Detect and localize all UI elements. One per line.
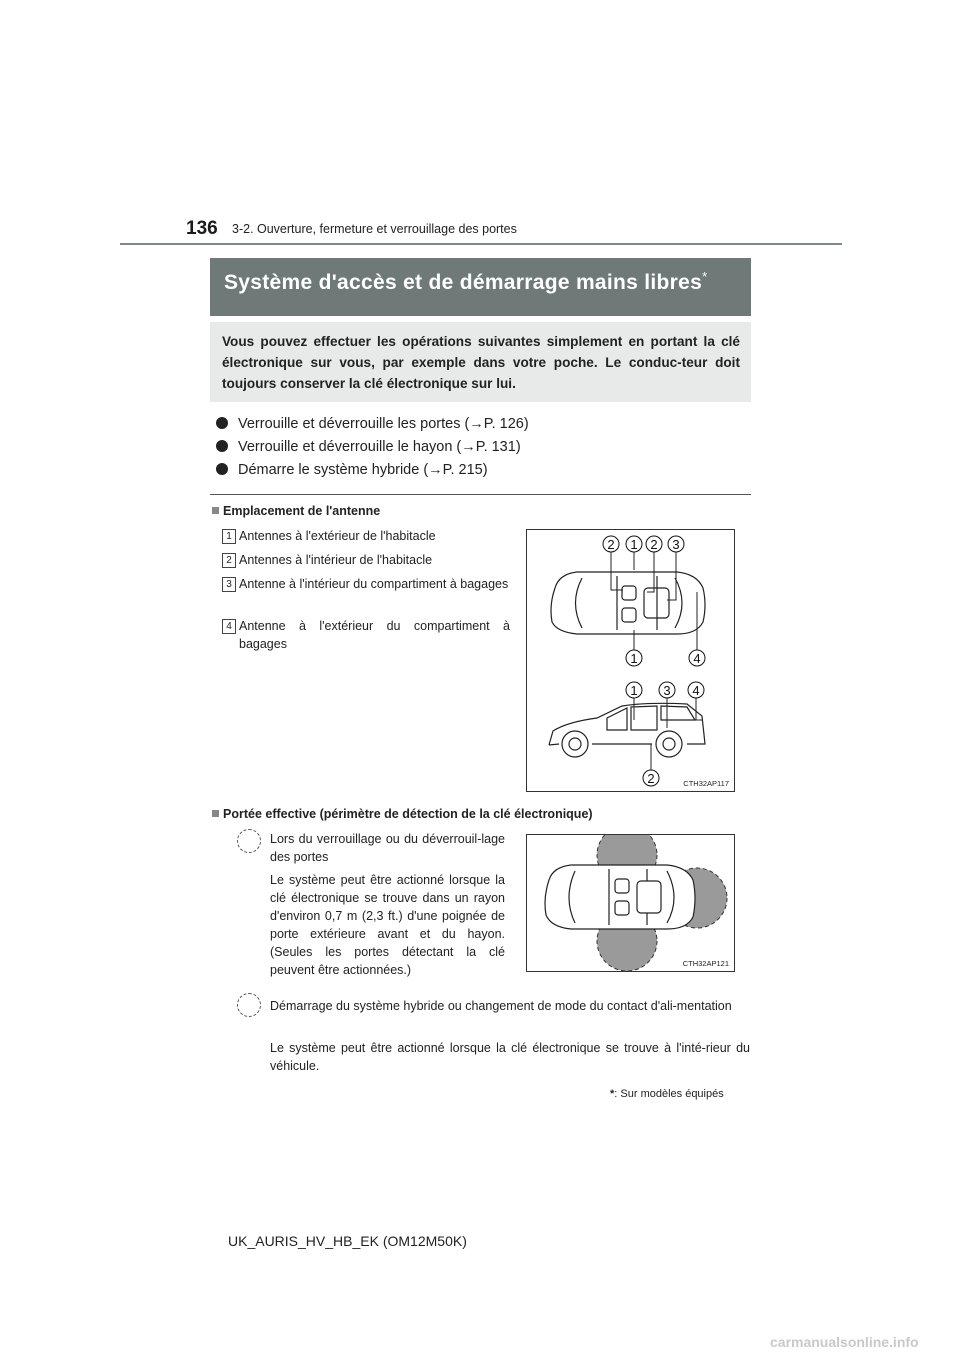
figure-code: CTH32AP117: [683, 779, 729, 788]
intro-text: Vous pouvez effectuer les opérations suivantes simplement en portant la clé électronique sur vous, par exemple dans votre poche. Le conduc-teur doit toujours conserver la clé électronique sur lui.: [222, 334, 740, 391]
bullet-dot-icon: [216, 440, 228, 452]
callout-label: 1: [630, 651, 638, 666]
lock-title: Lors du verrouillage ou du déverrouil-lage des portes: [270, 832, 505, 864]
car-side-view: [549, 703, 705, 757]
antenna-diagram: [527, 530, 734, 791]
callout-label: 2: [607, 537, 615, 552]
range-heading-text: Portée effective (périmètre de détection de la clé électronique): [223, 807, 593, 821]
intro-box: [210, 322, 751, 402]
start-text: Le système peut être actionné lorsque la clé électronique se trouve à l'inté-rieur du véhicule.: [270, 1041, 750, 1073]
antenna-heading-text: Emplacement de l'antenne: [223, 504, 381, 518]
start-title: Démarrage du système hybride ou changement de mode du contact d'ali-mentation: [270, 999, 732, 1013]
callout-label: 2: [647, 771, 655, 786]
callout-label: 1: [630, 537, 638, 552]
callout-circle: [659, 682, 675, 698]
footnote-asterisk: *: [610, 1088, 615, 1100]
antenna-location-figure: [526, 529, 735, 792]
detection-range-figure: [526, 834, 735, 972]
car-top-view: [551, 572, 705, 634]
car-top-view: [545, 865, 695, 929]
antenna-text: Antennes à l'extérieur de l'habitacle: [239, 529, 436, 543]
callout-circle: [668, 536, 684, 552]
callout-label: 3: [663, 683, 671, 698]
square-bullet-icon: [212, 507, 219, 514]
callout-label: 3: [672, 537, 680, 552]
antenna-item: [222, 575, 510, 611]
range-diagram: [527, 835, 734, 971]
bullet-text: Verrouille et déverrouille le hayon (→P. 131): [238, 439, 521, 455]
range-heading: [212, 807, 593, 821]
section-title-box: [210, 258, 751, 316]
footnote-text: : Sur modèles équipés: [614, 1088, 724, 1100]
antenna-text: Antenne à l'intérieur du compartiment à bagages: [239, 577, 509, 591]
callout-circle: [626, 682, 642, 698]
figure-code: CTH32AP121: [682, 959, 729, 968]
callout-circle: [689, 650, 705, 666]
callout-label: 4: [692, 683, 700, 698]
antenna-item: [222, 527, 510, 545]
antenna-text: Antenne à l'extérieur du compartiment à bagages: [239, 619, 510, 651]
footnote: [610, 1088, 724, 1100]
section-title: [224, 264, 707, 295]
antenna-item: [222, 617, 510, 653]
callout-label: 1: [630, 683, 638, 698]
callout-circle: [646, 536, 662, 552]
callout-circle: [626, 536, 642, 552]
watermark: carmanualsonline.info: [770, 1334, 919, 1350]
bullet-dot-icon: [216, 417, 228, 429]
bullet-item: [216, 439, 521, 455]
antenna-heading: [212, 504, 380, 518]
antenna-number: 1: [222, 529, 236, 544]
callout-circle: [688, 682, 704, 698]
bullet-text: Verrouille et déverrouille les portes (→P. 126): [238, 416, 529, 432]
chapter-title: 3-2. Ouverture, fermeture et verrouillage des portes: [232, 222, 517, 236]
bullet-item: [216, 462, 488, 478]
antenna-number: 2: [222, 553, 236, 568]
solid-circle-icon: [237, 993, 261, 1017]
title-asterisk: *: [702, 269, 708, 284]
section-title-text: Système d'accès et de démarrage mains libres: [224, 271, 703, 294]
antenna-number: 4: [222, 619, 236, 634]
callout-circle: [626, 650, 642, 666]
callout-label: 2: [650, 537, 658, 552]
square-bullet-icon: [212, 810, 219, 817]
bullet-item: [216, 416, 529, 432]
callout-circle: [643, 770, 659, 786]
antenna-item: [222, 551, 510, 569]
bullet-dot-icon: [216, 463, 228, 475]
section-divider: [210, 494, 751, 495]
callout-circle: [603, 536, 619, 552]
antenna-number: 3: [222, 577, 236, 592]
antenna-text: Antennes à l'intérieur de l'habitacle: [239, 553, 433, 567]
page-number: 136: [186, 218, 218, 239]
callout-label: 4: [693, 651, 701, 666]
bullet-text: Démarre le système hybride (→P. 215): [238, 462, 488, 478]
dashed-circle-icon: [237, 829, 261, 853]
header-divider: [120, 243, 842, 245]
model-identifier: UK_AURIS_HV_HB_EK (OM12M50K): [228, 1233, 467, 1249]
lock-text: Le système peut être actionné lorsque la clé électronique se trouve dans un rayon d'environ 0,7 m (2,3 ft.) d'une poignée de porte extérieure avant et du hayon. (Seules les portes détectant la clé peuvent être actionnées.): [270, 873, 505, 977]
